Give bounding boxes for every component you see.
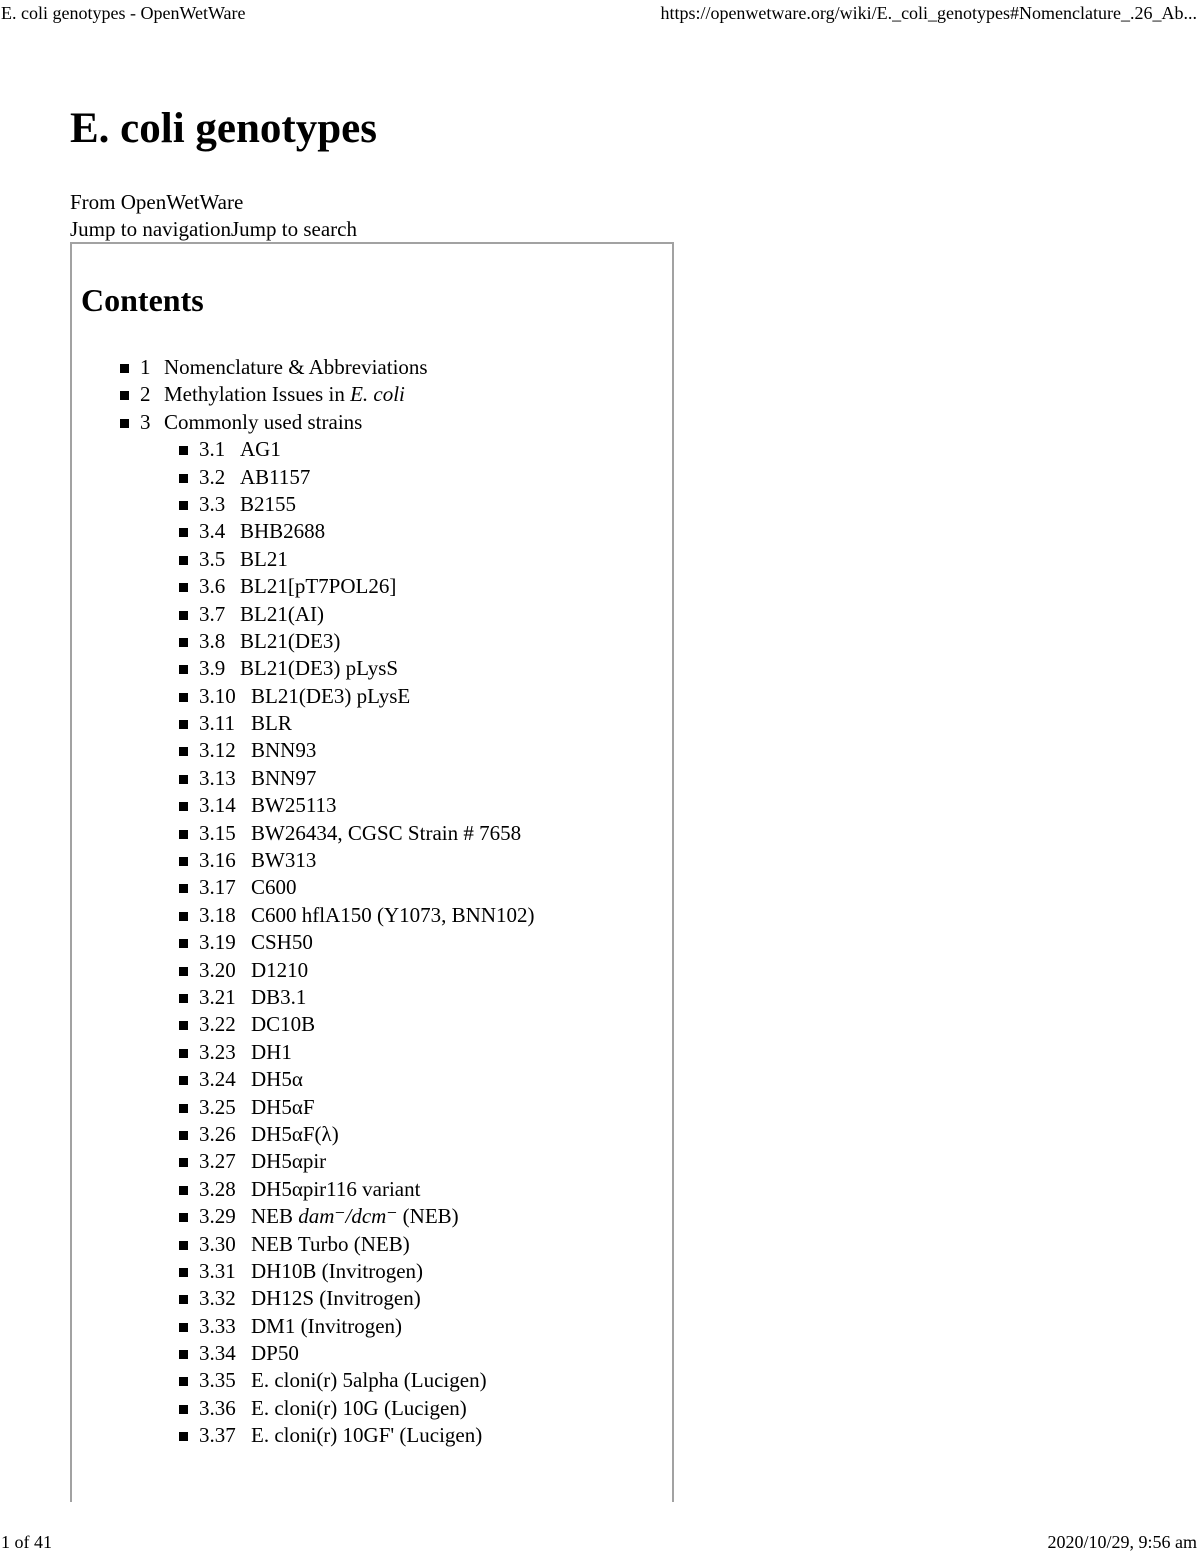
toc-text-main: BW25113 [251,793,337,818]
toc-text [251,1422,482,1449]
toc-number: 3.21 [199,984,236,1009]
toc-text [240,491,296,518]
toc-text [240,601,324,628]
toc-text-main: Nomenclature & Abbreviations [164,355,428,379]
bullet-icon [179,638,188,647]
toc-text [251,820,521,847]
jump-links [70,216,357,243]
bullet-icon [179,830,188,839]
toc-text [251,1258,423,1285]
toc-number: 3.14 [199,793,236,818]
toc-text [240,655,398,682]
bullet-icon [179,501,188,510]
bullet-icon [179,474,188,483]
toc-text-main: NEB [251,1204,299,1229]
toc-text-main: DM1 (Invitrogen) [251,1313,403,1338]
bullet-icon [179,857,188,866]
bullet-icon [179,1186,188,1195]
toc-text [251,1367,487,1394]
bullet-icon [179,747,188,756]
bullet-icon [179,611,188,620]
toc-text [251,737,316,764]
toc-text [251,1176,420,1203]
toc-number: 2 [140,382,151,407]
toc-text-main: DH12S (Invitrogen) [251,1286,421,1311]
toc-text [240,628,340,655]
toc-text-main: E. cloni(r) 10GF' (Lucigen) [251,1423,483,1448]
toc-text [240,518,325,545]
toc-text-main: DH10B (Invitrogen) [251,1258,424,1283]
toc-text-main: E. cloni(r) 5alpha (Lucigen) [251,1368,487,1393]
toc-text-main: BLR [251,711,292,736]
toc-text-main: DH5αpir [251,1149,327,1174]
toc-number: 3.28 [199,1176,236,1201]
bullet-icon [179,1323,188,1332]
toc-text-main: BW26434, CGSC Strain # 7658 [251,820,522,845]
toc-text [251,929,313,956]
toc-number: 3.10 [199,683,236,708]
bullet-icon [179,1076,188,1085]
toc-text-italic: dam⁻/dcm⁻ [298,1204,398,1229]
toc-text-main: BL21 [240,546,288,571]
toc-text-suffix: (NEB) [397,1204,459,1229]
bullet-icon [179,1268,188,1277]
toc-number: 3.32 [199,1286,236,1311]
toc-text [251,1285,421,1312]
toc-number: 3.8 [199,628,226,653]
toc-number: 3.25 [199,1094,236,1119]
toc-text-main: BNN93 [251,738,317,763]
toc-text [251,1203,459,1230]
toc-text-italic: E. coli [350,382,405,407]
bullet-icon [179,939,188,948]
toc-number: 3.18 [199,902,236,927]
bullet-icon [179,1241,188,1250]
toc-text [164,381,405,408]
bullet-icon [179,583,188,592]
toc-number: 3.20 [199,957,236,982]
bullet-icon [179,994,188,1003]
toc-text [251,847,316,874]
toc-number: 3.36 [199,1395,236,1420]
bullet-icon [179,1049,188,1058]
bullet-icon [179,1295,188,1304]
toc-text-main: DP50 [251,1341,299,1366]
toc-number: 3.5 [199,546,226,571]
toc-text [240,436,281,463]
toc-text-main: D1210 [251,957,309,982]
toc-number: 3.16 [199,848,236,873]
toc-text [251,1011,315,1038]
bullet-icon [179,693,188,702]
toc-text [251,984,306,1011]
toc-number: 3.1 [199,437,226,462]
toc-text [251,1039,292,1066]
toc-text-main: DH5αF(λ) [251,1121,339,1146]
toc-text-main: C600 [251,875,297,900]
site-sub: From OpenWetWare [70,190,244,214]
toc-number: 3.37 [199,1423,236,1448]
toc-text-main: BHB2688 [240,519,326,544]
jump-to-search-link[interactable]: Jump to search [231,217,357,241]
toc-text-main: AB1157 [240,464,311,489]
bullet-icon [179,720,188,729]
toc-number: 3.15 [199,820,236,845]
toc-text-main: DH5αpir116 variant [251,1176,421,1201]
toc-number: 3.12 [199,738,236,763]
bullet-icon [179,967,188,976]
bullet-icon [179,1432,188,1441]
toc-text-main: BL21[pT7POL26] [240,574,397,599]
toc-text-main: DH1 [251,1039,292,1064]
toc-text [251,683,410,710]
toc-number: 3.7 [199,601,226,626]
toc-text-main: BL21(DE3) pLysE [251,683,411,708]
bullet-icon [179,1377,188,1386]
toc-text [251,874,297,901]
toc-number: 3.22 [199,1012,236,1037]
toc-number: 3.4 [199,519,226,544]
toc-text [251,765,316,792]
toc-text [251,710,292,737]
toc-text-main: C600 hflA150 (Y1073, BNN102) [251,902,535,927]
toc-number: 3.27 [199,1149,236,1174]
toc-text [251,902,535,929]
toc-number: 3.19 [199,930,236,955]
toc-text [251,1313,402,1340]
toc-text [251,1231,410,1258]
toc-text [240,573,396,600]
toc-number: 3.2 [199,464,226,489]
bullet-icon [179,1021,188,1030]
toc-text-main: Methylation Issues in [164,382,351,407]
print-footer-page: 1 of 41 [1,1532,52,1552]
bullet-icon [179,1158,188,1167]
bullet-icon [179,912,188,921]
toc-text [164,409,362,436]
toc-number: 3.17 [199,875,236,900]
toc-number: 1 [140,355,151,379]
toc-text [251,1121,339,1148]
bullet-icon [179,1405,188,1414]
toc-number: 3.13 [199,765,236,790]
toc-text-main: Commonly used strains [164,409,363,434]
bullet-icon [120,419,129,428]
toc-number: 3 [140,409,151,434]
toc-text-main: BW313 [251,848,317,873]
toc-text-main: B2155 [240,491,297,516]
toc-number: 3.30 [199,1231,236,1256]
toc-number: 3.35 [199,1368,236,1393]
toc-number: 3.9 [199,656,226,681]
toc-number: 3.11 [199,711,235,736]
bullet-icon [179,775,188,784]
bullet-icon [179,1104,188,1113]
toc-number: 3.29 [199,1204,236,1229]
bullet-icon [179,1350,188,1359]
bullet-icon [179,1131,188,1140]
bullet-icon [179,528,188,537]
toc-text [240,546,288,573]
toc-text-main: DB3.1 [251,984,307,1009]
toc-title: Contents [81,282,204,318]
print-footer-datetime: 2020/10/29, 9:56 am [1047,1532,1197,1552]
toc-text-main: DH5α [251,1067,303,1092]
print-header-title: E. coli genotypes - OpenWetWare [1,3,246,23]
toc-text-main: DC10B [251,1012,316,1037]
toc-number: 3.26 [199,1121,236,1146]
toc-text-main: BL21(AI) [240,601,324,626]
toc-number: 3.24 [199,1067,236,1092]
toc-number: 3.23 [199,1039,236,1064]
toc-number: 3.3 [199,491,226,516]
toc-text [251,1094,315,1121]
toc-text-main: E. cloni(r) 10G (Lucigen) [251,1395,467,1420]
toc-text-main: CSH50 [251,930,313,955]
bullet-icon [179,1213,188,1222]
toc-number: 3.34 [199,1341,236,1366]
toc-text [164,354,428,381]
bullet-icon [179,802,188,811]
toc-text [251,792,337,819]
bullet-icon [120,364,129,373]
toc-text [251,957,308,984]
bullet-icon [120,391,129,400]
toc-text [251,1066,303,1093]
toc-text [240,464,310,491]
bullet-icon [179,446,188,455]
table-of-contents [70,242,674,1502]
toc-text [251,1395,467,1422]
toc-number: 3.31 [199,1258,236,1283]
toc-text-main: NEB Turbo (NEB) [251,1231,410,1256]
bullet-icon [179,665,188,674]
toc-number: 3.33 [199,1313,236,1338]
bullet-icon [179,556,188,565]
jump-to-navigation-link[interactable]: Jump to navigation [70,217,231,241]
toc-number: 3.6 [199,574,226,599]
print-header-url: https://openwetware.org/wiki/E._coli_genotypes#Nomenclature_.26_Ab... [660,3,1197,23]
toc-text-main: BNN97 [251,765,317,790]
toc-text [251,1340,299,1367]
toc-text [251,1148,326,1175]
page-title: E. coli genotypes [70,105,377,152]
toc-text-main: DH5αF [251,1094,315,1119]
toc-text-main: BL21(DE3) pLysS [240,656,399,681]
toc-text-main: BL21(DE3) [240,628,341,653]
bullet-icon [179,884,188,893]
toc-text-main: AG1 [240,437,281,462]
